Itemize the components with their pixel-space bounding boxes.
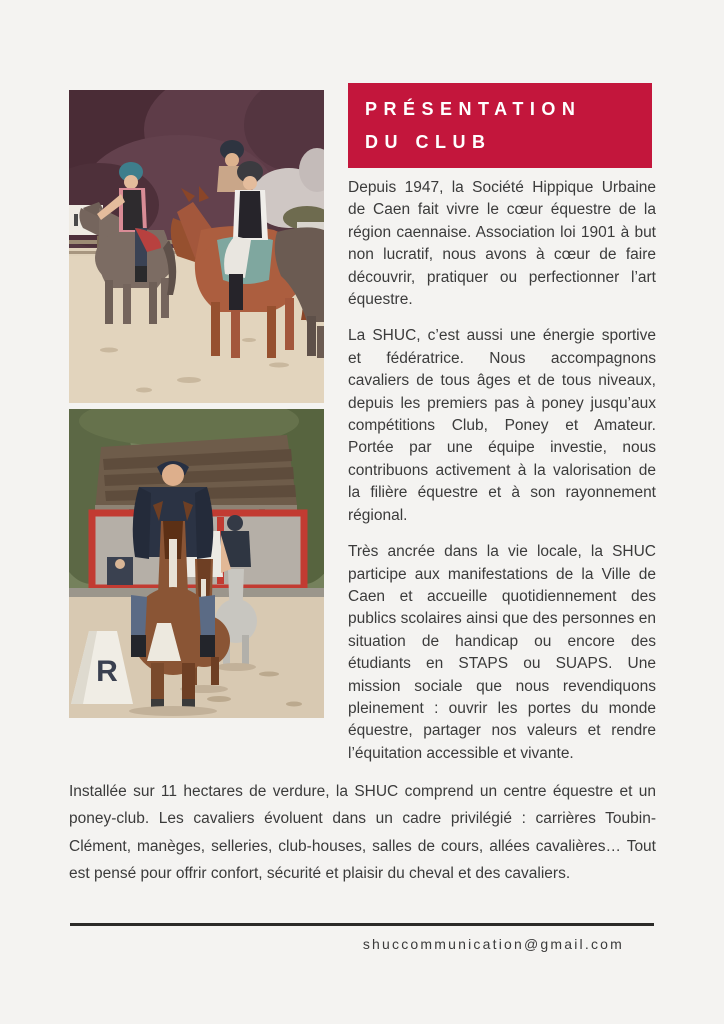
page-title-line-2: DU CLUB bbox=[365, 131, 492, 152]
photo-arena-riders bbox=[69, 409, 324, 718]
photo-children-ponies bbox=[69, 90, 324, 403]
intro-paragraph: Depuis 1947, la Société Hippique Urbaine de Caen fait vivre le cœur équestre de la région caennaise. Association loi 1901 à but non lucratif, nous avons à cœur de faire découvrir, pratiquer ou perfectionner l’art équestre. bbox=[348, 179, 656, 309]
header-banner bbox=[348, 83, 652, 168]
local-life-paragraph: Très ancrée dans la vie locale, la SHUC participe aux manifestations de la Ville de Caen et accueille quotidiennement des publics scolaires ainsi que des personnes en situation de handicap ou encore des étudiants en STAPS ou SUAPS. Une mission sociale que nous revendiquons pleinement : ouvrir les portes du monde équestre, partager nos valeurs et rendre l’équitation accessible et vivante. bbox=[348, 543, 656, 762]
dressage-marker-letter: R bbox=[96, 655, 118, 688]
facilities-paragraph: Installée sur 11 hectares de verdure, la SHUC comprend un centre équestre et un poney-club. Les cavaliers évoluent dans un cadre privilégié : carrières Toubin-Clément, manèges, selleries, club-houses, salles de cours, allées cavalières… Tout est pensé pour offrir confort, sécurité et plaisir du cheval et des cavaliers. bbox=[69, 782, 656, 882]
body-text-column bbox=[348, 177, 656, 765]
contact-email[interactable]: shuccommunication@gmail.com bbox=[362, 936, 624, 952]
energy-paragraph: La SHUC, c’est aussi une énergie sportive et fédératrice. Nous accompagnons cavaliers de tous âges et de tous niveaux, depuis les premiers pas à poney jusqu’aux compétitions Club, Poney et Amateur. Portée par une équipe investie, nous contribuons activement à la valorisation de la filière équestre et à son rayonnement régional. bbox=[348, 327, 656, 524]
footer-divider bbox=[70, 923, 654, 926]
photo-arena-riders-illustration bbox=[69, 409, 324, 718]
photo-children-ponies-illustration bbox=[69, 90, 324, 403]
page-title-line-1: PRÉSENTATION bbox=[365, 98, 582, 119]
